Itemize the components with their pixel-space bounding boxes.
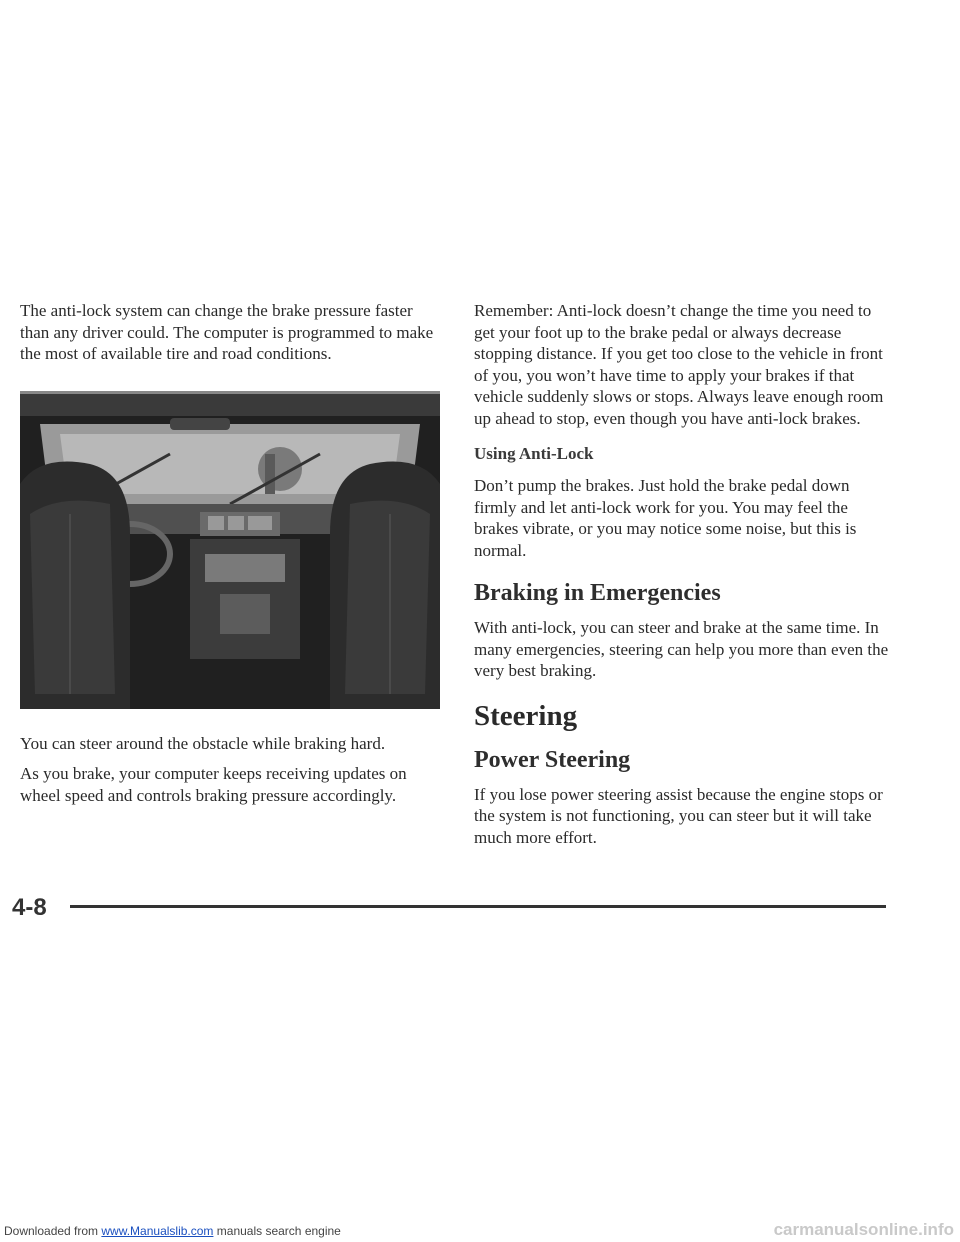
steering-heading: Steering	[474, 699, 578, 732]
manualslib-link[interactable]: www.Manualslib.com	[101, 1224, 214, 1238]
braking-emergencies-paragraph: With anti-lock, you can steer and brake at the same time. In many emergencies, steering can help you more than even the very best braking.	[474, 618, 889, 680]
photo-caption: You can steer around the obstacle while braking hard.	[20, 733, 386, 753]
download-credit	[4, 1224, 341, 1238]
driver-view-illustration	[20, 391, 440, 709]
updates-paragraph: As you brake, your computer keeps receiving updates on wheel speed and controls braking pressure accordingly.	[20, 764, 407, 805]
intro-paragraph: The anti-lock system can change the brake pressure faster than any driver could. The computer is programmed to make the most of available tire and road conditions.	[20, 301, 434, 363]
remember-paragraph: Remember: Anti-lock doesn’t change the time you need to get your foot up to the brake pedal or always decrease stopping distance. If you get too close to the vehicle in front of you, you won’t have time to apply your brakes if that vehicle suddenly slows or stops. Always leave enough room up ahead to stop, even though you have anti-lock brakes.	[474, 301, 884, 428]
dashboard-windshield-image	[20, 394, 440, 709]
power-steering-heading: Power Steering	[474, 746, 631, 773]
page-number: 4-8	[12, 894, 47, 921]
power-steering-paragraph: If you lose power steering assist because the engine stops or the system is not functioning, you can steer but it will take much more effort.	[474, 784, 883, 847]
credit-suffix: manuals search engine	[213, 1224, 341, 1238]
braking-emergencies-heading: Braking in Emergencies	[474, 580, 721, 606]
left-column	[20, 300, 440, 806]
site-watermark: carmanualsonline.info	[773, 1220, 954, 1239]
right-column	[474, 300, 894, 848]
using-anti-lock-heading: Using Anti-Lock	[474, 444, 594, 463]
using-anti-lock-paragraph: Don’t pump the brakes. Just hold the brake pedal down firmly and let anti-lock work for you. You may feel the brakes vibrate, or you may notice some noise, but this is normal.	[474, 476, 857, 560]
credit-prefix: Downloaded from	[4, 1224, 102, 1238]
footer-rule	[70, 905, 886, 908]
